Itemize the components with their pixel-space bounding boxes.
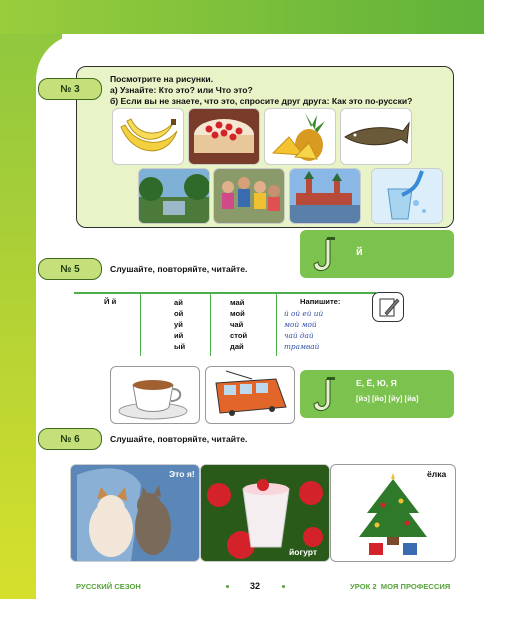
write-task-button[interactable] [372,292,404,322]
cats-caption: Это я! [169,469,195,479]
footer-book-title: РУССКИЙ СЕЗОН [76,582,141,591]
students-image [213,168,285,224]
handwriting-line: мой мой [284,320,317,329]
word: май [230,298,245,307]
exercise-3-label: № 3 [38,78,102,100]
syllable: ай [174,298,183,307]
tram-icon [206,367,294,423]
vowel-letters: Е, Ё, Ю, Я [356,378,397,388]
word: чай [230,320,244,329]
cats-image [70,464,200,562]
fish-icon [341,109,411,164]
banana-image [112,108,184,165]
syllable: ой [174,309,184,318]
syllable: ый [174,342,186,351]
write-heading: Напишите: [300,297,341,306]
exercise-5-label: № 5 [38,258,102,280]
christmas-tree-image [330,464,456,562]
top-green-band [0,0,484,34]
table-divider [276,294,277,356]
yogurt-caption: йогурт [289,547,318,557]
handwriting-line: й ой ей ий [284,309,324,318]
syllable: ий [174,331,184,340]
kremlin-icon [290,169,360,223]
handwriting-line: чай дай [284,331,314,340]
handwriting-line: трамвай [284,342,320,351]
tram-image [205,366,295,424]
exercise-6-instruction: Слушайте, повторяйте, читайте. [110,434,248,444]
banana-icon [113,109,183,164]
vowel-sounds: [йэ] [йо] [йу] [йа] [356,394,419,403]
footer-lesson-title: УРОК 2 МОЯ ПРОФЕССИЯ [350,582,451,591]
saxophone-icon [308,376,338,416]
tea-cup-image [110,366,200,424]
pineapple-image [264,108,336,165]
instruction-line-3: б) Если вы не знаете, что это, спросите друг друга: Как это по-русски? [110,96,413,106]
exercise-3-instructions [110,74,450,107]
saxophone-icon [308,236,338,276]
table-divider [140,294,141,356]
tree-caption: ёлка [427,469,447,479]
kremlin-image [289,168,361,224]
pineapple-icon [265,109,335,164]
word: дай [230,342,244,351]
letter-y-audio-panel[interactable] [300,230,454,278]
panel-letter: й [356,246,363,258]
park-icon [139,169,209,223]
park-image [138,168,210,224]
table-divider [210,294,211,356]
exercise-6-label: № 6 [38,428,102,450]
pencil-notepad-icon [373,293,403,321]
cats-icon [71,465,199,561]
instruction-line-2: а) Узнайте: Кто это? или Что это? [110,85,253,95]
handwriting-column [284,308,323,352]
syllable: уй [174,320,183,329]
footer-dot [226,585,229,588]
word: мой [230,309,245,318]
exercise-5-instruction: Слушайте, повторяйте, читайте. [110,264,248,274]
yogurt-image [200,464,330,562]
table-top-rule [74,292,376,294]
tea-cup-icon [111,367,199,423]
christmas-tree-icon [331,465,455,561]
word: стой [230,331,248,340]
words-column [230,297,247,352]
water-image [371,168,443,224]
syllables-column [174,297,185,352]
cake-icon [189,109,259,164]
cake-image [188,108,260,165]
people-icon [214,169,284,223]
vowels-audio-panel[interactable] [300,370,454,418]
letter-heading: Й й [104,297,117,306]
footer-dot [282,585,285,588]
water-icon [372,169,442,223]
page-number: 32 [250,581,261,591]
sturgeon-image [340,108,412,165]
instruction-line-1: Посмотрите на рисунки. [110,74,214,84]
